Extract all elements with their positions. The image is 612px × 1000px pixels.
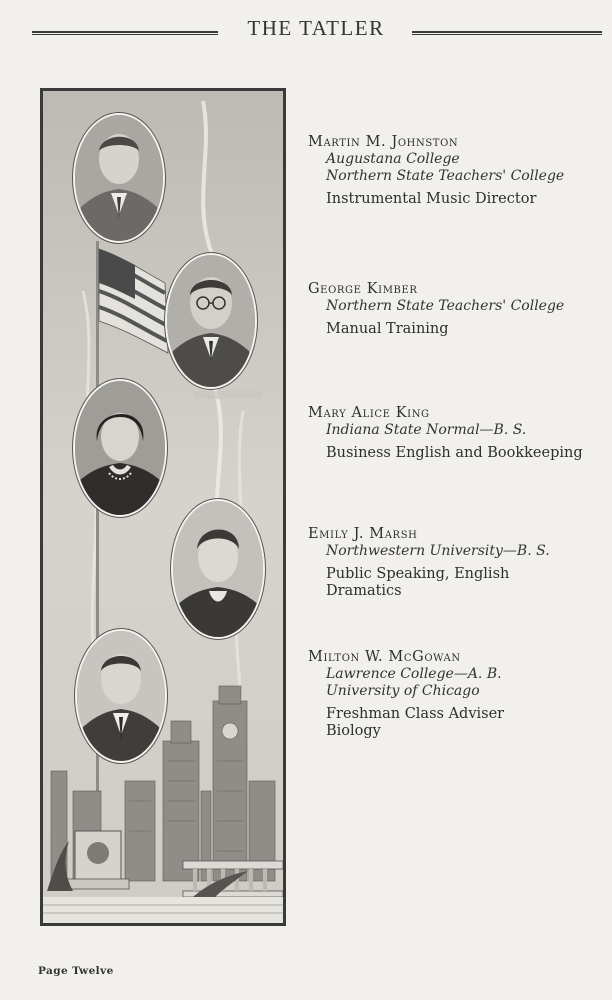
faculty-name: George Kimber xyxy=(308,281,418,297)
faculty-name: Milton W. McGowan xyxy=(308,649,461,665)
faculty-name: Martin M. Johnston xyxy=(308,134,459,150)
faculty-subject: Public Speaking, English xyxy=(326,566,510,582)
faculty-school: University of Chicago xyxy=(326,683,480,699)
faculty-school: Northern State Teachers' College xyxy=(326,298,565,314)
portrait-man-mcgowan xyxy=(75,629,167,763)
faculty-entry xyxy=(308,525,604,600)
monument-base xyxy=(67,831,129,889)
faculty-school: Augustana College xyxy=(326,151,460,167)
faculty-name: Emily J. Marsh xyxy=(308,526,418,542)
faculty-entry xyxy=(308,133,604,208)
faculty-subject: Freshman Class Adviser xyxy=(326,706,505,722)
faculty-subject: Instrumental Music Director xyxy=(326,191,537,207)
faculty-entry xyxy=(308,404,604,462)
portrait-woman-marsh xyxy=(171,499,265,639)
decorative-photo-panel xyxy=(40,88,286,926)
faculty-school: Indiana State Normal—B. S. xyxy=(326,422,527,438)
steps xyxy=(43,897,283,923)
publication-title: THE TATLER xyxy=(247,16,385,40)
faculty-name: Mary Alice King xyxy=(308,405,430,421)
portrait-man-kimber xyxy=(165,253,257,389)
faculty-entry xyxy=(308,280,604,338)
faculty-subject: Biology xyxy=(326,723,381,739)
faculty-subject: Manual Training xyxy=(326,321,449,337)
faculty-school: Northwestern University—B. S. xyxy=(326,543,550,559)
faculty-subject: Dramatics xyxy=(326,583,402,599)
faculty-school: Lawrence College—A. B. xyxy=(326,666,502,682)
faculty-subject: Business English and Bookkeeping xyxy=(326,445,583,461)
rail xyxy=(193,391,263,399)
header-rule-left xyxy=(32,31,218,35)
portrait-woman-king xyxy=(73,379,167,517)
faculty-school: Northern State Teachers' College xyxy=(326,168,565,184)
flag-pole xyxy=(96,241,99,881)
faculty-entry xyxy=(308,648,604,740)
portrait-man-johnston xyxy=(73,113,165,243)
page-number: Page Twelve xyxy=(38,965,114,977)
page-header xyxy=(0,14,612,48)
header-rule-right xyxy=(412,31,602,35)
